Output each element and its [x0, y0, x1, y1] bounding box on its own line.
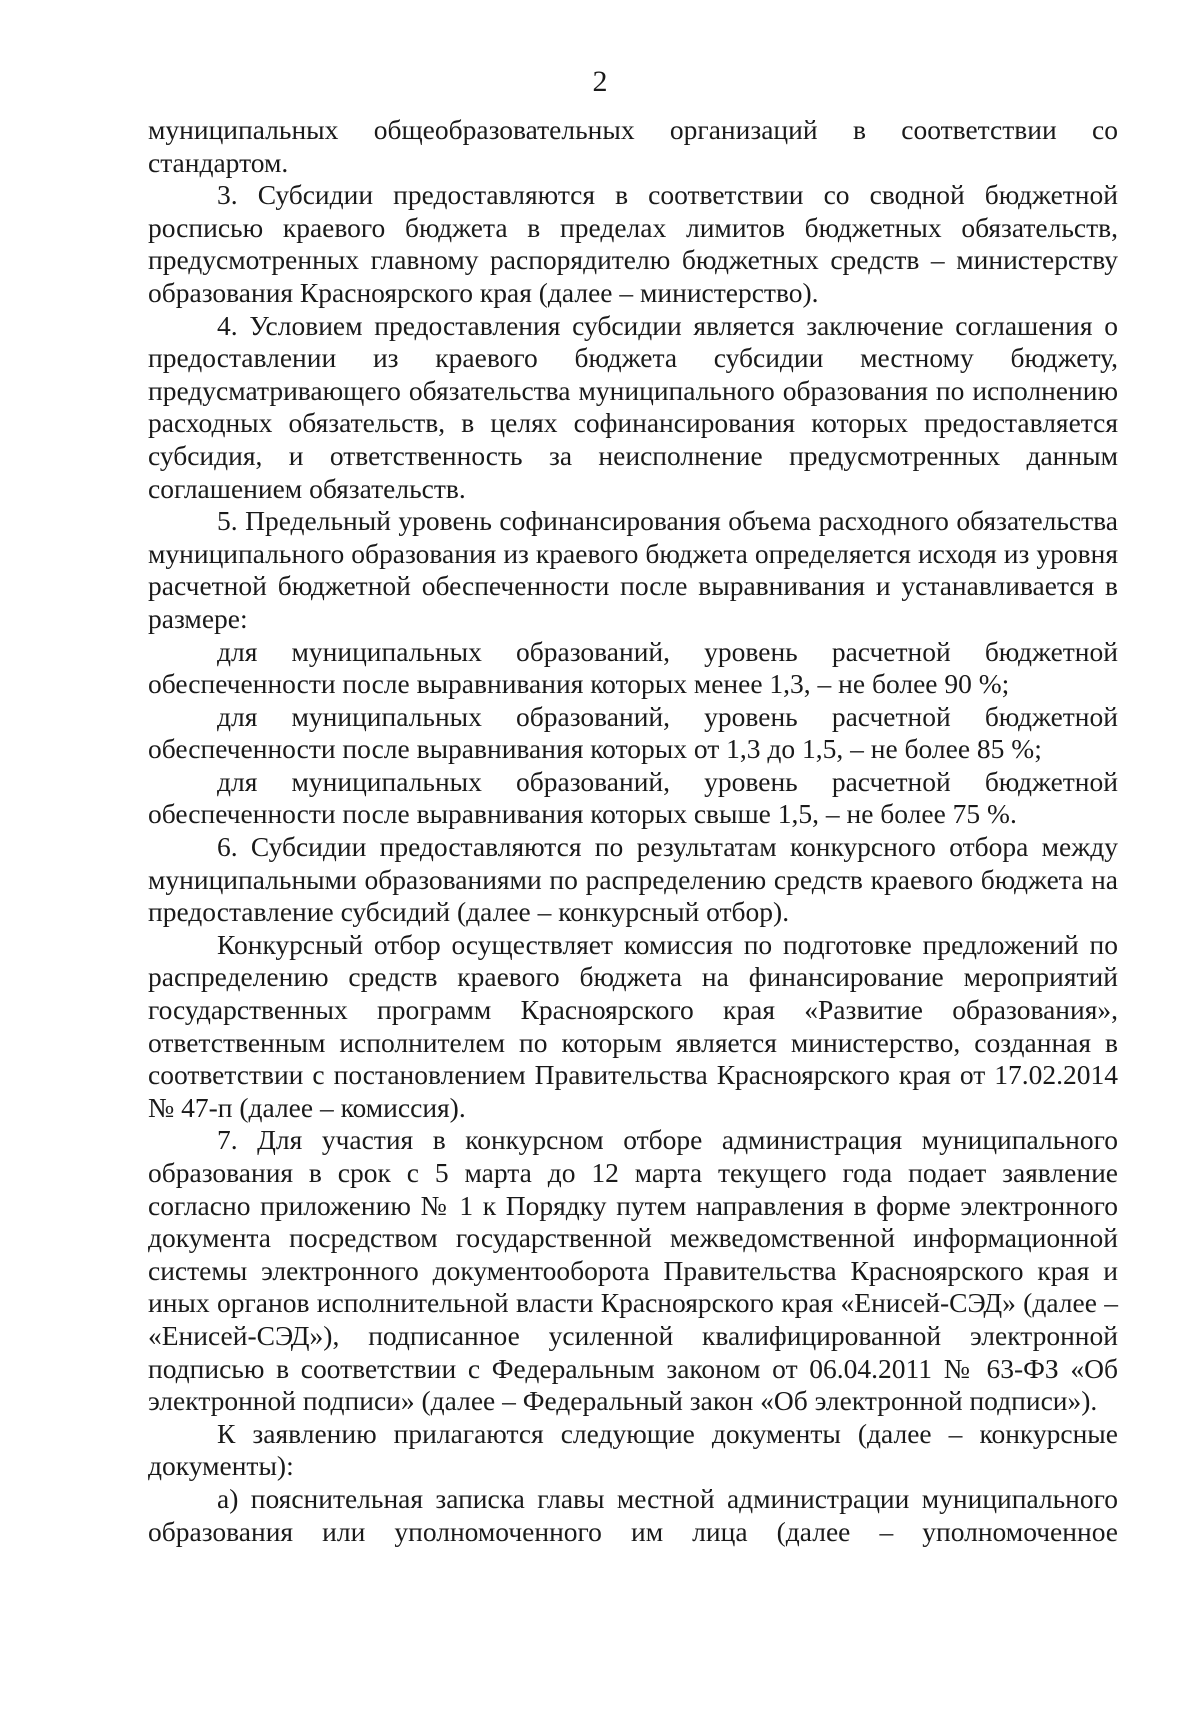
paragraph-continuation: муниципальных общеобразовательных организаций в соответствии со стандартом. — [148, 114, 1118, 178]
paragraph-rate-85: для муниципальных образований, уровень расчетной бюджетной обеспеченности после выравнивания которых от 1,3 до 1,5, – не более 85 %; — [148, 700, 1118, 765]
paragraph-documents: К заявлению прилагаются следующие документы (далее – конкурсные документы): — [148, 1417, 1118, 1482]
document-body — [148, 114, 1118, 1548]
paragraph-item-3: 3. Субсидии предоставляются в соответствии со сводной бюджетной росписью краевого бюджета в пределах лимитов бюджетных обязательств, предусмотренных главному распорядителю бюджетных средств – министерству образования Красноярского края (далее – министерство). — [148, 179, 1118, 308]
paragraph-rate-90: для муниципальных образований, уровень расчетной бюджетной обеспеченности после выравнивания которых менее 1,3, – не более 90 %; — [148, 635, 1118, 700]
paragraph-item-7: 7. Для участия в конкурсном отборе администрация муниципального образования в срок с 5 марта до 12 марта текущего года подает заявление согласно приложению № 1 к Порядку путем направления в форме электронного документа посредством государственной межведомственной информационной системы электронного документооборота Правительства Красноярского края и иных органов исполнительной власти Красноярского края «Енисей-СЭД» (далее – «Енисей-СЭД»), подписанное усиленной квалифицированной электронной подписью в соответствии с Федеральным законом от 06.04.2011 № 63-ФЗ «Об электронной подписи» (далее – Федеральный закон «Об электронной подписи»). — [148, 1124, 1118, 1417]
paragraph-item-5: 5. Предельный уровень софинансирования объема расходного обязательства муниципального образования из краевого бюджета определяется исходя из уровня расчетной бюджетной обеспеченности после выравнивания и устанавливается в размере: — [148, 505, 1118, 634]
paragraph-subitem-a: а) пояснительная записка главы местной администрации муниципального образования или уполномоченного им лица (далее – уполномоченное — [148, 1482, 1118, 1547]
paragraph-commission: Конкурсный отбор осуществляет комиссия по подготовке предложений по распределению средств краевого бюджета на финансирование мероприятий государственных программ Красноярского края «Развитие образования», ответственным исполнителем по которым является министерство, созданная в соответствии с постановлением Правительства Красноярского края от 17.02.2014 № 47-п (далее – комиссия). — [148, 928, 1118, 1123]
paragraph-item-6: 6. Субсидии предоставляются по результатам конкурсного отбора между муниципальными образованиями по распределению средств краевого бюджета на предоставление субсидий (далее – конкурсный отбор). — [148, 831, 1118, 928]
page-number: 2 — [592, 65, 608, 98]
paragraph-item-4: 4. Условием предоставления субсидии является заключение соглашения о предоставлении из краевого бюджета субсидии местному бюджету, предусматривающего обязательства муниципального образования по исполнению расходных обязательств, в целях софинансирования которых предоставляется субсидия, и ответственность за неисполнение предусмотренных данным соглашением обязательств. — [148, 309, 1118, 504]
paragraph-rate-75: для муниципальных образований, уровень расчетной бюджетной обеспеченности после выравнивания которых свыше 1,5, – не более 75 %. — [148, 765, 1118, 830]
